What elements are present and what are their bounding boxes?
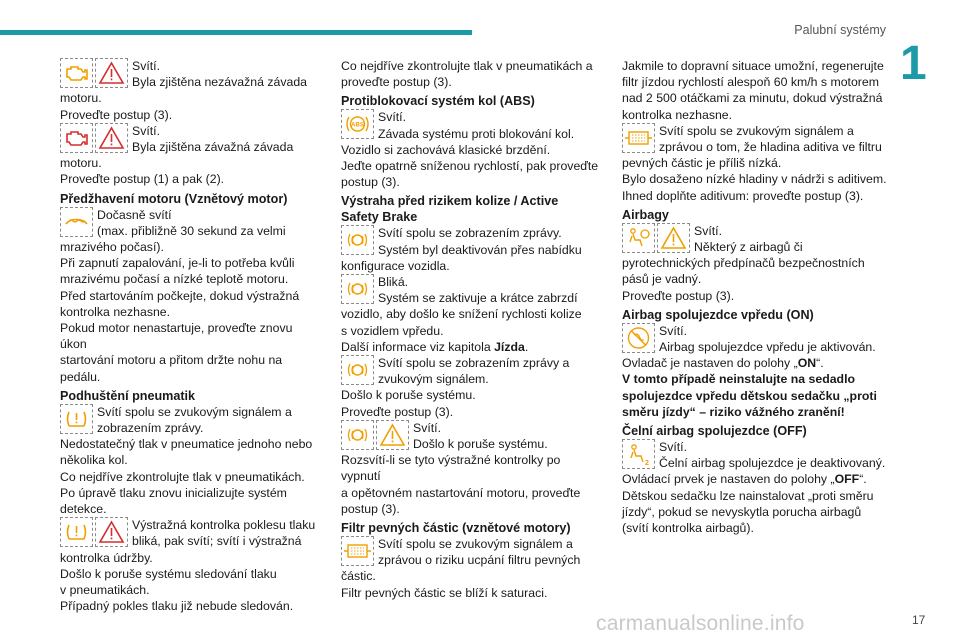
passenger-airbag-off-block: 2 Svítí. Čelní airbag spolujezdce je deaktivovaný. Ovládací prvek je nastaven do polohy „OFF“. Dětskou sedačku lze nainstalovat „proti směru jízdy“, pokud se nevyskytla porucha airbagů (svítí kontrolka airbagů). [622, 440, 886, 536]
child-seat-warning-line-2: spolujezdce vpředu dětskou sedačku „proti [622, 388, 877, 403]
engine-fault-block: Svítí. Byla zjištěna nezávažná závada motoru. Proveďte postup (3). [60, 59, 307, 122]
child-seat-warning-line-1: V tomto případě neinstalujte na sedadlo [622, 372, 855, 387]
warning-triangle-icon [95, 58, 128, 88]
heading-tyre-pressure: Podhuštění pneumatik [60, 388, 196, 403]
collision-block-2: Bliká. Systém se zaktivuje a krátce zabrzdí vozidlo, aby došlo ke snížení rychlosti kolize s vozidlem vpředu. Další informace viz kapitola Jízda. [341, 275, 582, 354]
svg-text:ABS: ABS [351, 122, 364, 129]
collision-alert-icon [341, 420, 374, 450]
column-1 [60, 58, 322, 615]
abs-icon [341, 109, 374, 139]
heading-passenger-airbag-off: Čelní airbag spolujezdce (OFF) [622, 424, 807, 439]
engine-serious-fault-block: Svítí. Byla zjištěna závažná závada motoru. Proveďte postup (1) a pak (2). [60, 123, 294, 187]
engine-icon [60, 58, 93, 88]
header-accent-bar [0, 30, 472, 35]
child-seat-warning-line-3: směru jízdy“ – riziko vážného zranění! [622, 404, 845, 419]
warning-triangle-icon [95, 517, 128, 547]
watermark: carmanualsonline.info [596, 612, 805, 635]
collision-alert-icon [341, 225, 374, 255]
particle-filter-icon [341, 536, 374, 566]
tyre-system-fault-block: Výstražná kontrolka poklesu tlaku bliká, pak svítí; svítí i výstražná kontrolka údržby. Došlo k poruše systému sledování tlaku v pneumatikách. Případný pokles tlaku již nebude sledován. [60, 518, 316, 614]
column-3: Jakmile to dopravní situace umožní, regenerujte filtr jízdou rychlostí alespoň 60 km/h s motorem nad 2 500 otáčkami za minutu, dokud výstražná kontrolka nezhasne. Svítí spolu se zvukovým signálem a zprávou o tom, že hladina aditiva ve filtru pevných částic je příliš nízká. Bylo dosaženo nízké hladiny v nádrži s aditivem. Ihned doplňte aditivum: proveďte postup (3). Airbagy Svítí. Některý z airbagů či pyrotechnických předpínačů bezpečnostních pásů je vadný. Proveďte postup (3). Airbag spolujezdce vpředu (ON) Svítí. Airbag spolujezdce vpředu je aktivován. Ovladač je nastaven do polohy „ON“. V tomto případě neinstalujte na sedadlo spolujezdce vpředu dětskou sedačku „proti směru jízdy“ – riziko vážného zranění! Čelní airbag spolujezdce (OFF) 2 Svítí. Čelní airbag spolujezdce je deaktivovaný. Ovládací prvek je nastaven do polohy „OFF“. Dětskou sedačku lze nainstalovat „proti směru jízdy“, pokud se nevyskytla porucha airbagů (svítí kontrolka airbagů). [622, 58, 890, 536]
airbag-icon [622, 223, 655, 253]
chapter-number: 1 [900, 37, 927, 90]
collision-block-4: Svítí. Došlo k poruše systému. Rozsvítí-li se tyto výstražné kontrolky po vypnutí a opětovném nastartování motoru, proveďte postup (3). [341, 420, 581, 516]
svg-text:2: 2 [645, 460, 649, 468]
passenger-airbag-on-icon [622, 323, 655, 353]
tyre-pressure-block: Svítí spolu se zvukovým signálem a zobrazením zprávy. Nedostatečný tlak v pneumatice jednoho nebo několika kol. Co nejdříve zkontrolujte tlak v pneumatikách. Po úpravě tlaku znovu inicializujte systém detekce. [60, 404, 313, 517]
warning-triangle-icon [376, 420, 409, 450]
heading-abs: Protiblokovací systém kol (ABS) [341, 94, 535, 109]
glow-plug-icon [60, 207, 93, 237]
tyre-pressure-icon [60, 404, 93, 434]
heading-airbags: Airbagy [622, 207, 669, 222]
section-title: Palubní systémy [794, 23, 886, 37]
additive-level-block: Svítí spolu se zvukovým signálem a zprávou o tom, že hladina aditiva ve filtru pevných částic je příliš nízká. Bylo dosaženo nízké hladiny v nádrži s aditivem. Ihned doplňte aditivum: proveďte postup (3). [622, 123, 887, 203]
tyre-pressure-icon [60, 517, 93, 547]
switch-position-off: OFF [834, 472, 860, 487]
engine-icon [60, 123, 93, 153]
heading-collision-alert: Výstraha před rizikem kolize / Active Safety Brake [341, 194, 559, 225]
preheating-block: Dočasně svítí (max. přibližně 30 sekund za velmi mrazivého počasí). Při zapnutí zapalování, je-li to potřeba kvůli mrazivému počasí a nízké teplotě motoru. Před startováním počkejte, dokud výstražná kontrolka nezhasne. Pokud motor nenastartuje, proveďte znovu úkon startování motoru a přitom držte nohu na pedálu. [60, 207, 300, 384]
particle-filter-block: Svítí spolu se zvukovým signálem a zprávou o riziku ucpání filtru pevných částic. Filtr pevných částic se blíží k saturaci. [341, 537, 581, 600]
passenger-airbag-off-icon [622, 439, 655, 469]
warning-triangle-icon [657, 223, 690, 253]
chapter-reference: Jízda [494, 339, 525, 354]
abs-block: ABS Svítí. Závada systému proti blokování kol. Vozidlo si zachovává klasické brzdění. Jeďte opatrně sníženou rychlostí, pak proveďte postup (3). [341, 110, 599, 190]
heading-passenger-airbag-on: Airbag spolujezdce vpředu (ON) [622, 307, 814, 322]
heading-preheating: Předžhavení motoru (Vznětový motor) [60, 191, 288, 206]
collision-block-1: Svítí spolu se zobrazením zprávy. Systém byl deaktivován přes nabídku konfigurace vozidla. [341, 226, 582, 273]
passenger-airbag-on-block: Svítí. Airbag spolujezdce vpředu je aktivován. Ovladač je nastaven do polohy „ON“. V tomto případě neinstalujte na sedadlo spolujezdce vpředu dětskou sedačku „proti směru jízdy“ – riziko vážného zranění! [622, 323, 890, 420]
warning-triangle-icon [95, 123, 128, 153]
heading-particle-filter: Filtr pevných částic (vznětové motory) [341, 521, 571, 536]
collision-alert-icon [341, 355, 374, 385]
collision-block-3: Svítí spolu se zobrazením zprávy a zvukovým signálem. Došlo k poruše systému. Proveďte postup (3). [341, 356, 570, 419]
airbag-block: Svítí. Některý z airbagů či pyrotechnických předpínačů bezpečnostních pásů je vadný. Proveďte postup (3). [622, 223, 865, 303]
collision-alert-icon [341, 274, 374, 304]
particle-filter-icon [622, 123, 655, 153]
page-number: 17 [912, 613, 926, 627]
switch-position-on: ON [797, 356, 817, 371]
column-2: Co nejdříve zkontrolujte tlak v pneumatikách a proveďte postup (3). Protiblokovací systém kol (ABS) ABS Svítí. Závada systému proti blokování kol. Vozidlo si zachovává klasické brzdění. Jeďte opatrně sníženou rychlostí, pak proveďte postup (3). Výstraha před rizikem kolize / Active Safety Brake Svítí spolu se zobrazením zprávy. Systém byl deaktivován přes nabídku konfigurace vozidla. Bliká. Systém se zaktivuje a krátce zabrzdí vozidlo, aby došlo ke snížení rychlosti kolize s vozidlem vpředu. Další informace viz kapitola Jízda. Svítí spolu se zobrazením zprávy a zvukovým signálem. Došlo k poruše systému. Proveďte postup (3). Svítí. Došlo k poruše systému. Rozsvítí-li se tyto výstražné kontrolky po vypnutí a opětovném nastartování motoru, proveďte postup (3). Filtr pevných částic (vznětové motory) Svítí spolu se zvukovým signálem a zprávou o riziku ucpání filtru pevných částic. Filtr pevných částic se blíží k saturaci. [341, 58, 603, 601]
